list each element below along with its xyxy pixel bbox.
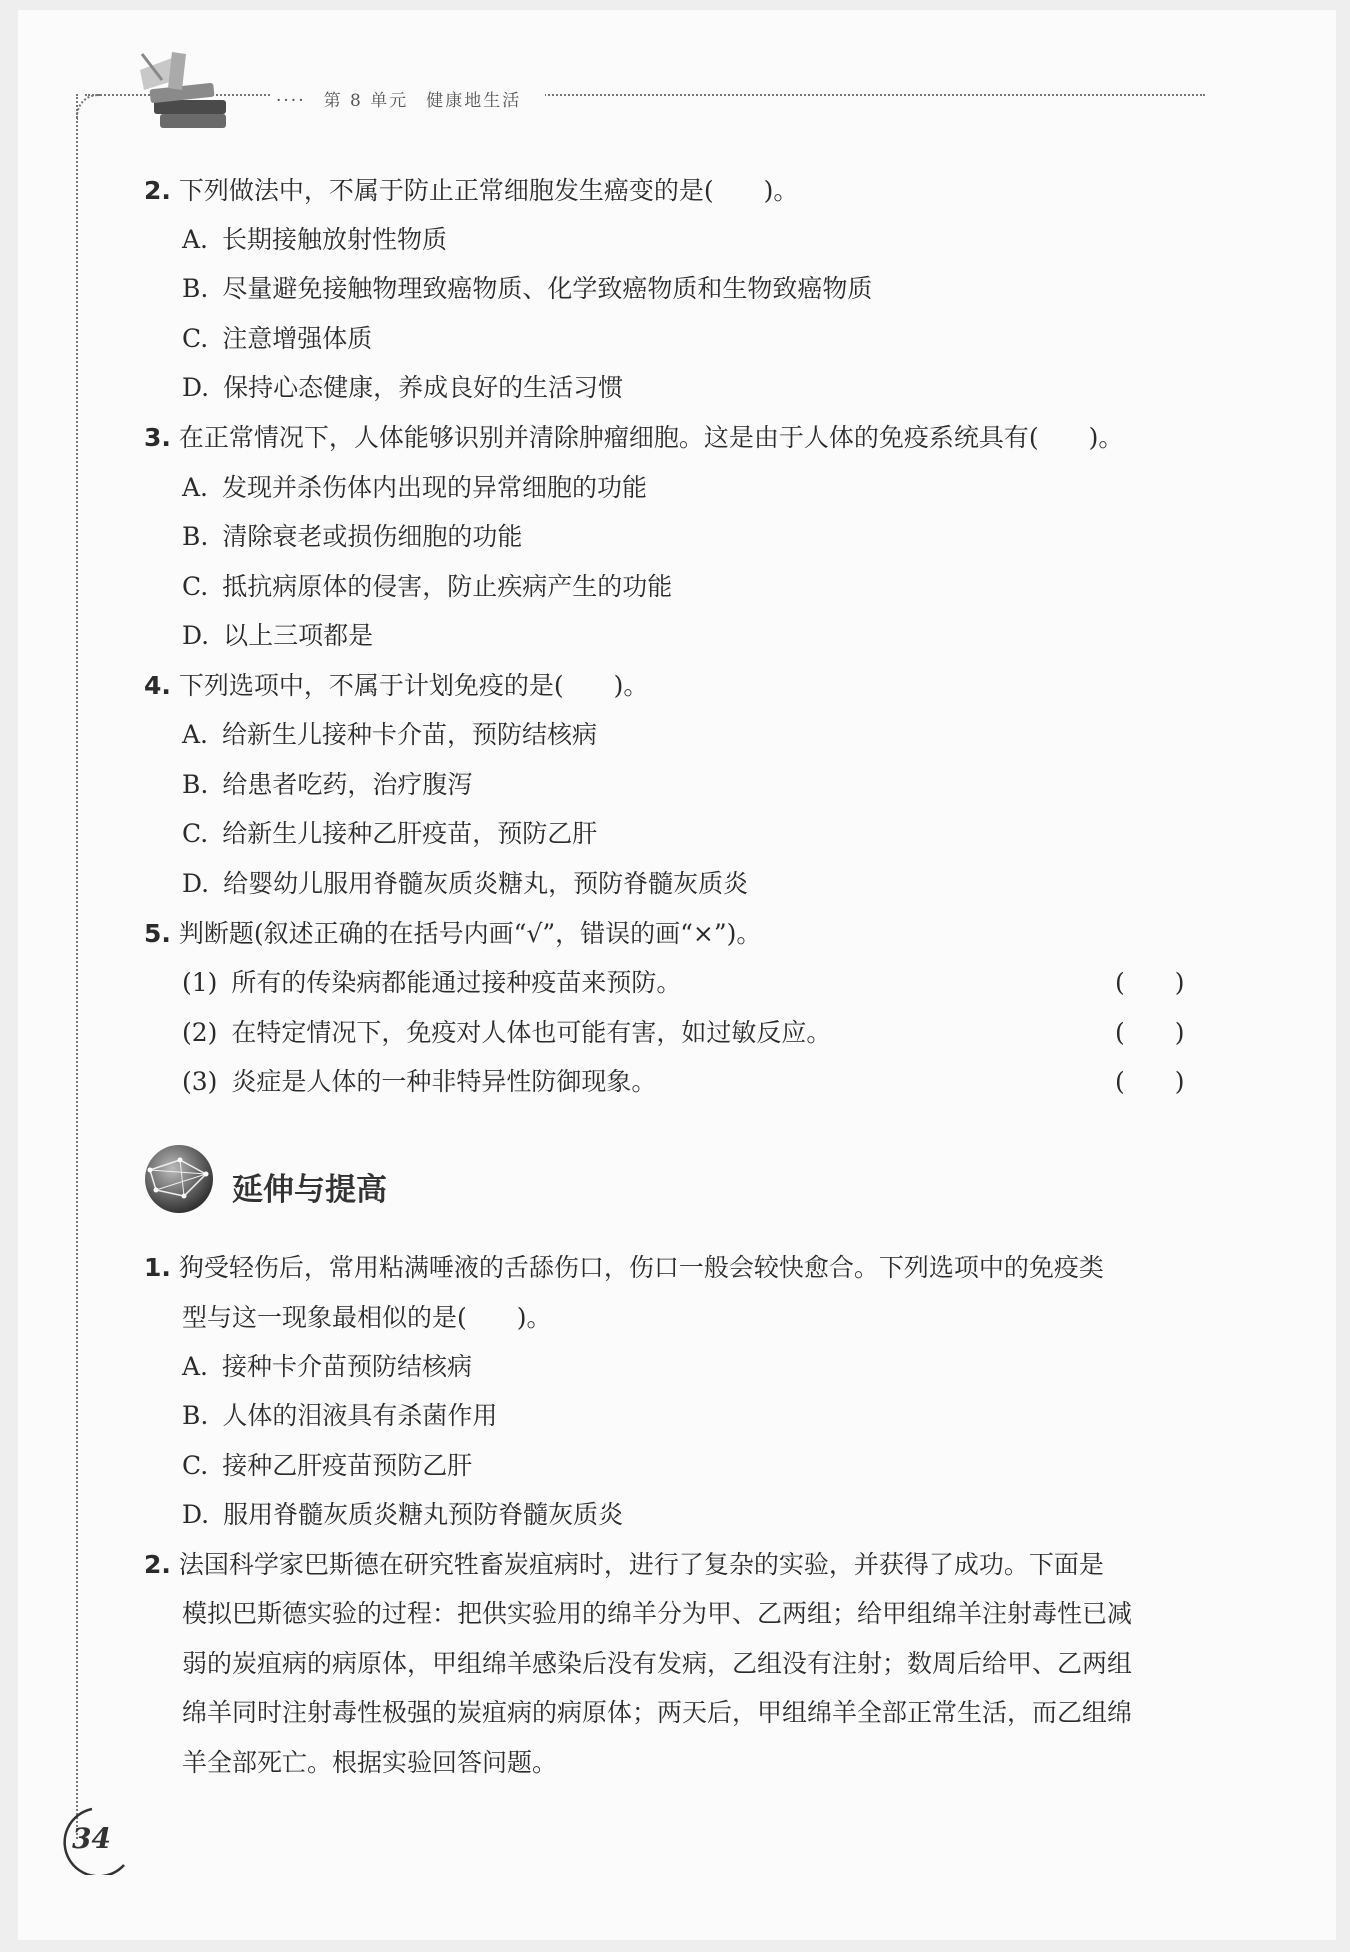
question-stem-continued: 弱的炭疽病的病原体，甲组绵羊感染后没有发病，乙组没有注射；数周后给甲、乙两组 <box>182 1649 1133 1678</box>
question-number: 4. <box>144 671 171 700</box>
answer-parentheses[interactable]: ( ) <box>1115 1067 1185 1096</box>
answer-parentheses[interactable]: ( ) <box>1115 1018 1185 1047</box>
option-c: C. 接种乙肝疫苗预防乙肝 <box>182 1451 473 1480</box>
question-4 <box>144 670 648 702</box>
option-b: B. 人体的泪液具有杀菌作用 <box>182 1401 498 1430</box>
option-d: D. 给婴幼儿服用脊髓灰质炎糖丸，预防脊髓灰质炎 <box>182 869 749 898</box>
option-d: D. 以上三项都是 <box>182 621 374 650</box>
option-c: C. 抵抗病原体的侵害，防止疾病产生的功能 <box>182 572 673 601</box>
books-icon <box>132 50 238 140</box>
question-stem: 判断题(叙述正确的在括号内画“√”，错误的画“×”)。 <box>178 919 762 948</box>
margin-rule <box>76 94 78 1839</box>
answer-parentheses[interactable]: ( ) <box>1115 968 1185 997</box>
question-number: 5. <box>144 919 171 948</box>
question-stem: 法国科学家巴斯德在研究牲畜炭疽病时，进行了复杂的实验，并获得了成功。下面是 <box>178 1550 1104 1579</box>
unit-label: 第 8 单元 <box>323 91 409 111</box>
header-rule <box>85 94 1205 96</box>
question-number: 1. <box>144 1253 171 1282</box>
option-a: A. 发现并杀伤体内出现的异常细胞的功能 <box>182 473 648 502</box>
ext-question-2 <box>144 1549 1104 1581</box>
judge-item-3: (3) 炎症是人体的一种非特异性防御现象。 <box>182 1067 657 1096</box>
question-stem: 狗受轻伤后，常用粘满唾液的舌舔伤口，伤口一般会较快愈合。下列选项中的免疫类 <box>178 1253 1104 1282</box>
option-b: B. 给患者吃药，治疗腹泻 <box>182 770 473 799</box>
question-5 <box>144 918 761 950</box>
option-b: B. 清除衰老或损伤细胞的功能 <box>182 522 523 551</box>
question-stem-continued: 模拟巴斯德实验的过程：把供实验用的绵羊分为甲、乙两组；给甲组绵羊注射毒性已减 <box>182 1599 1133 1628</box>
question-stem-continued: 羊全部死亡。根据实验回答问题。 <box>182 1748 558 1777</box>
question-stem: 在正常情况下，人体能够识别并清除肿瘤细胞。这是由于人体的免疫系统具有( )。 <box>178 423 1124 452</box>
globe-icon <box>140 1140 218 1218</box>
judge-item-1: (1) 所有的传染病都能通过接种疫苗来预防。 <box>182 968 682 997</box>
question-stem-continued: 绵羊同时注射毒性极强的炭疽病的病原体；两天后，甲组绵羊全部正常生活，而乙组绵 <box>182 1698 1133 1727</box>
page-number: 34 <box>72 1822 111 1855</box>
ext-question-1 <box>144 1252 1104 1284</box>
option-a: A. 接种卡介苗预防结核病 <box>182 1352 473 1381</box>
option-a: A. 长期接触放射性物质 <box>182 225 448 254</box>
option-c: C. 给新生儿接种乙肝疫苗，预防乙肝 <box>182 819 598 848</box>
unit-title: 健康地生活 <box>426 91 522 111</box>
judge-item-2: (2) 在特定情况下，免疫对人体也可能有害，如过敏反应。 <box>182 1018 832 1047</box>
question-number: 2. <box>144 1550 171 1579</box>
option-d: D. 服用脊髓灰质炎糖丸预防脊髓灰质炎 <box>182 1500 624 1529</box>
running-header: ···· 第 8 单元 健康地生活 <box>270 86 545 111</box>
option-c: C. 注意增强体质 <box>182 324 373 353</box>
question-number: 3. <box>144 423 171 452</box>
section-title: 延伸与提高 <box>232 1172 387 1208</box>
question-2 <box>144 175 798 207</box>
question-stem: 下列选项中，不属于计划免疫的是( )。 <box>178 671 649 700</box>
option-a: A. 给新生儿接种卡介苗，预防结核病 <box>182 720 598 749</box>
option-b: B. 尽量避免接触物理致癌物质、化学致癌物质和生物致癌物质 <box>182 274 873 303</box>
question-stem-continued: 型与这一现象最相似的是( )。 <box>182 1303 552 1332</box>
question-number: 2. <box>144 176 171 205</box>
option-d: D. 保持心态健康，养成良好的生活习惯 <box>182 373 624 402</box>
question-3 <box>144 422 1123 454</box>
question-stem: 下列做法中，不属于防止正常细胞发生癌变的是( )。 <box>178 176 799 205</box>
